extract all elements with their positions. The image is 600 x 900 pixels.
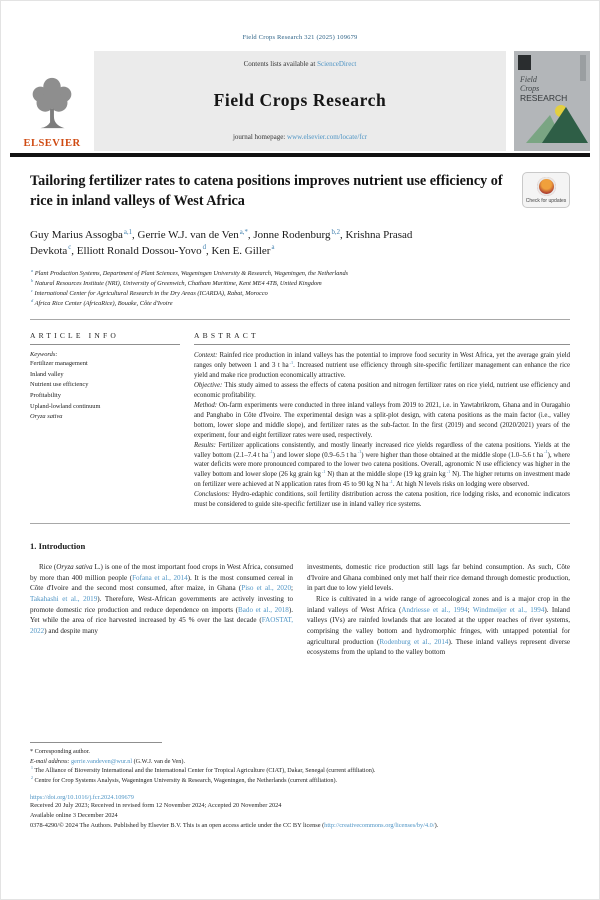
info-abstract-row	[30, 331, 570, 510]
paragraph: Rice (Oryza sativa L.) is one of the most important food crops in West Africa, consumed by more than 400 million people (Fofana et al., 2014). It is the most consumed cereal in Côte d'Ivoire and the second most consumed, after maize, in Ghana (Piso et al., 2020; Takahashi et al., 2019). Therefore, West-African governments are actively investing to promote domestic rice production and reduce dependence on imports (Bado et al., 2018). Yet while the area of rice harvested increased by 45 % over the last decade (FAOSTAT, 2022) and despite many	[30, 563, 293, 635]
masthead	[94, 51, 506, 151]
cover-title-line: Crops	[520, 84, 540, 93]
doi-link[interactable]: https://doi.org/10.1016/j.fcr.2024.109679	[30, 794, 134, 802]
keyword-item: Oryza sativa	[30, 413, 63, 421]
footnote-affiliation-1: $^1$ The Alliance of Bioversity International and the International Center for Tropical Agriculture (CIAT), Dakar, Senegal (current affiliation).	[31, 766, 376, 775]
homepage-line	[100, 133, 500, 141]
footnote-corresponding: * Corresponding author.	[30, 748, 90, 755]
keyword-item: Inland valley	[30, 370, 64, 378]
elsevier-tree-icon	[21, 74, 83, 137]
abstract-paragraph: Context: Rainfed rice production in inland valleys has the potential to improve food security in West Africa, yet the average grain yield ranges only between 1 and 3 t $ha^{-1}$. Increased nutrient use efficiency through site-specific fertilizer management can enhance the rice yield and make rice production economically attractive.	[194, 352, 570, 380]
section-heading-introduction: 1. Introduction	[30, 541, 86, 552]
authors-line: Guy Marius Assogba$^{a,1}$, Gerrie W.J. van de Ven$^{a,*}$, Jonne Rodenburg$^{b,2}$, Krishna Prasad Devkota$^c$, Elliott Ronald Dossou-Yovo$^d$, Ken E. Giller$^a$	[30, 228, 413, 258]
keyword-item: Upland-lowland continuum	[30, 402, 101, 410]
keyword-item: Profitability	[30, 392, 61, 399]
footnote-affiliation-2: $^2$ Centre for Crop Systems Analysis, Wageningen University & Research, Wageningen, the Netherlands (current affiliation).	[31, 775, 338, 784]
affiliation-line: $^b$ Natural Resources Institute (NRI), University of Greenwich, Chatham Maritime, Kent ME4 4TB, United Kingdom	[31, 278, 322, 288]
paragraph: investments, domestic rice production still lags far behind consumption. As such, Côte d'Ivoire and Ghana combined only met half their rice demand through domestic production, in part due to low yield levels.	[307, 563, 570, 593]
elsevier-wordmark: ELSEVIER	[23, 138, 81, 149]
abstract-section	[194, 331, 570, 510]
inline-link[interactable]: gerrie.vandeven@wur.nl	[71, 757, 133, 765]
elsevier-logo	[10, 51, 94, 151]
journal-header	[10, 51, 590, 151]
section-divider	[30, 319, 570, 320]
footnote-email: E-mail address: gerrie.vandeven@wur.nl (G.W.J. van de Ven).	[30, 757, 185, 765]
affiliation-line: $^d$ Africa Rice Center (AfricaRice), Bouake, Côte d'Ivoire	[31, 298, 173, 308]
intro-column-right	[307, 562, 570, 658]
inline-link[interactable]: Piso et al., 2020	[241, 584, 292, 593]
body-columns	[30, 562, 570, 658]
article-info-heading: ARTICLE INFO	[30, 331, 180, 345]
received-line: Received 20 July 2023; Received in revised form 12 November 2024; Accepted 20 November 2024	[30, 802, 282, 810]
inline-link[interactable]: Bado et al., 2018	[238, 605, 289, 614]
sciencedirect-link[interactable]: ScienceDirect	[317, 60, 357, 68]
inline-link[interactable]: Fofana et al., 2014	[132, 573, 188, 582]
journal-citation: Field Crops Research 321 (2025) 109679	[242, 34, 358, 41]
affiliations-list	[30, 269, 570, 309]
journal-cover-thumbnail[interactable]	[514, 51, 590, 151]
inline-link[interactable]: Andriesse et al., 1994	[401, 605, 468, 614]
article-title: Tailoring fertilizer rates to catena positions improves nutrient use efficiency of rice in inland valleys of West Africa	[30, 173, 503, 209]
contents-text: Contents lists available at	[243, 60, 318, 68]
check-updates-label: Check for updates	[525, 198, 567, 204]
inline-link[interactable]: FAOSTAT, 2022	[30, 616, 293, 635]
keyword-item: Nutrient use efficiency	[30, 381, 89, 389]
cover-title-line: Field	[520, 75, 537, 84]
abstract-paragraph: Results: Fertilizer applications consistently, and mostly linearly increased rice yields regardless of the catena positions. Yields at the valley bottom (2.1–7.4 t $ha^{-1}$) and lower slope (0.9–6.5 t $ha^{-1}$) were higher than those obtained at the middle slope (1.0–5.6 t $ha^{-1}$), where water deficits were more pronounced compared to the lower two catena positions. Overall, agronomic N use efficiency was higher in the valley bottom and lower slope (26 kg grain $kg^{-1}$ N) than at the middle slope (19 kg grain $kg^{-1}$ N). The higher returns on investment made on fertilizer were achieved at N application rates from 45 to 90 kg N $ha^{-1}$. At high N levels risks on lodging were observed.	[194, 441, 571, 489]
affiliation-line: $^a$ Plant Production Systems, Department of Plant Sciences, Wageningen University & Research, Wageningen, the Netherlands	[31, 267, 349, 278]
footnote-divider	[30, 742, 162, 743]
article-info-section	[30, 331, 180, 510]
header-divider	[10, 153, 590, 157]
abstract-paragraph: Objective: This study aimed to assess the effects of catena position and nitrogen fertilizer rates on rice yield, nutrient use efficiency and economic profitability.	[194, 382, 570, 399]
check-updates-badge[interactable]	[522, 172, 570, 208]
cover-title-line: RESEARCH	[520, 93, 568, 103]
available-online-line: Available online 3 December 2024	[30, 812, 118, 820]
affiliation-line: $^c$ International Center for Agricultural Research in the Dry Areas (ICARDA), Rabat, Morocco	[31, 288, 268, 298]
contents-line	[100, 60, 500, 68]
inline-link[interactable]: Takahashi et al., 2019	[30, 594, 98, 603]
section-divider	[30, 523, 570, 524]
keywords-label: Keywords:	[30, 351, 58, 359]
copyright-line: 0378-4290/© 2024 The Authors. Published by Elsevier B.V. This is an open access article under the CC BY license (http://creativecommons.org/licenses/by/4.0/).	[30, 821, 439, 829]
journal-title: Field Crops Research	[213, 90, 387, 110]
homepage-text: journal homepage:	[232, 133, 288, 141]
keyword-item: Fertilizer management	[30, 360, 88, 368]
footer	[30, 742, 570, 831]
abstract-heading: ABSTRACT	[194, 331, 570, 345]
inline-link[interactable]: http://creativecommons.org/licenses/by/4.0/	[324, 821, 435, 829]
check-updates-icon	[537, 177, 556, 196]
inline-link[interactable]: Windmeijer et al., 1994	[472, 605, 545, 614]
homepage-link[interactable]: www.elsevier.com/locate/fcr	[287, 133, 368, 141]
inline-link[interactable]: Rodenburg et al., 2014	[379, 637, 449, 646]
paragraph: Rice is cultivated in a wide range of agroecological zones and is a major crop in the inland valleys of West Africa (Andriesse et al., 1994; Windmeijer et al., 1994). Inland valleys (IVs) are rainfed lowlands that are located at the upper reaches of river systems, comprising the valley bottom and hydromorphic fringes, with untapped potential for agricultural production (Rodenburg et al., 2014). These inland valleys represent diverse ecosystems from the upland to the valley bottom	[307, 594, 570, 657]
abstract-paragraph: Conclusions: Hydro-edaphic conditions, soil fertility distribution across the catena position, rice lodging risks, and economic indicators must be considered to guide site-specific fertilizer use in inland valley rice systems.	[194, 491, 570, 509]
title-row	[30, 172, 570, 211]
intro-column-left	[30, 562, 293, 658]
abstract-paragraph: Method: On-farm experiments were conducted in three inland valleys from 2019 to 2021, i.e. in Yawtabrikrom, Ghana and in Ouragahio and Panghabo in Côte d'Ivoire. The experimental design was a split-plot design, with catena positions as the main factor (i.e., valley bottom, lower slope and middle slope), and fertilizer rates as the sub-factor. In the first (2019) and second (2020/2021) years of the experiment, four and eight fertilizer rates were used, respectively.	[194, 401, 570, 439]
